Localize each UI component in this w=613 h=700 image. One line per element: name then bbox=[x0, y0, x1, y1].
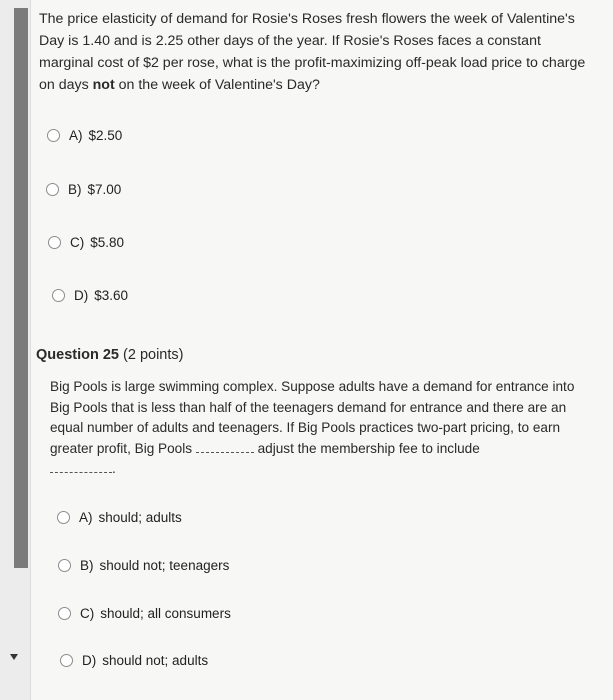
blank-1 bbox=[196, 442, 254, 453]
q1-option-d[interactable]: D) $3.60 bbox=[52, 288, 128, 303]
q2-option-a[interactable]: A) should; adults bbox=[57, 510, 182, 525]
q1-option-c[interactable]: C) $5.80 bbox=[48, 235, 124, 250]
radio-button[interactable] bbox=[58, 559, 71, 572]
q2-option-d[interactable]: D) should not; adults bbox=[60, 653, 208, 668]
radio-button[interactable] bbox=[60, 654, 73, 667]
q2-option-b[interactable]: B) should not; teenagers bbox=[58, 558, 229, 573]
q1-option-b[interactable]: B) $7.00 bbox=[46, 182, 121, 197]
scroll-down-arrow-icon[interactable] bbox=[10, 654, 18, 660]
question-points: (2 points) bbox=[123, 347, 184, 363]
radio-button[interactable] bbox=[48, 236, 61, 249]
radio-button[interactable] bbox=[58, 607, 71, 620]
question-1-text: The price elasticity of demand for Rosie's Roses fresh flowers the week of Valentine's Day is 1.40 and is 2.25 other days of the year. If Rosie's Roses faces a constant marginal cost of $2 per rose, what is the profit-maximizing off-peak load price to charge on days not on the week of Valentine's Day? bbox=[39, 11, 586, 93]
radio-button[interactable] bbox=[46, 183, 59, 196]
radio-button[interactable] bbox=[52, 289, 65, 302]
q1-option-a[interactable]: A) $2.50 bbox=[47, 128, 122, 143]
question-2-header bbox=[36, 347, 183, 363]
radio-button[interactable] bbox=[57, 511, 70, 524]
left-scroll-bar[interactable] bbox=[0, 0, 31, 700]
q2-option-c[interactable]: C) should; all consumers bbox=[58, 606, 231, 621]
blank-2 bbox=[50, 462, 112, 473]
scroll-thumb[interactable] bbox=[14, 8, 28, 568]
radio-button[interactable] bbox=[47, 129, 60, 142]
question-2-text: Big Pools is large swimming complex. Suppose adults have a demand for entrance into Big Pools that is less than half of the teenagers demand for entrance and there are an equal number of adults and teenagers. If Big Pools practices two-part pricing, to earn greater profit, Big Pools adjust the membership fee to include . bbox=[50, 379, 575, 476]
question-title: Question 25 bbox=[36, 347, 119, 363]
